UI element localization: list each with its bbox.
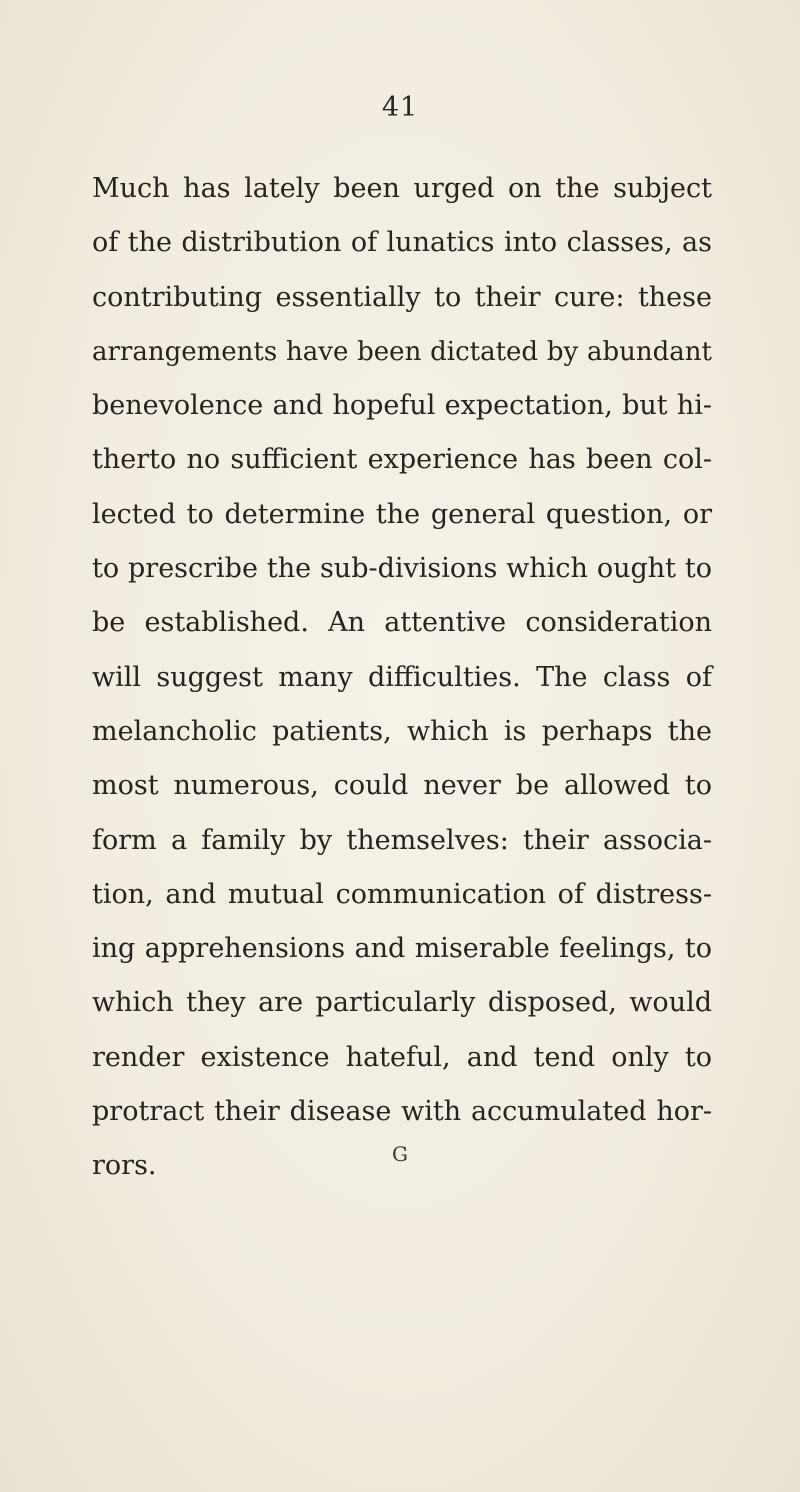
text-line: be established. An attentive consideration — [92, 607, 712, 639]
text-line: tion, and mutual communication of distress- — [92, 878, 712, 910]
text-line: arrangements have been dictated by abundant — [92, 336, 712, 367]
text-line: therto no sufficient experience has been col- — [92, 444, 712, 476]
text-line: rors. — [92, 1150, 157, 1182]
text-line: render existence hateful, and tend only to — [92, 1041, 712, 1073]
text-line: benevolence and hopeful expectation, but hi- — [92, 390, 712, 422]
text-line: which they are particularly disposed, would — [92, 987, 712, 1019]
text-line: lected to determine the general question, or — [92, 498, 712, 530]
signature-mark: G — [392, 1142, 408, 1166]
text-line: Much has lately been urged on the subject — [92, 173, 712, 204]
text-line: of the distribution of lunatics into classes, as — [92, 227, 712, 259]
text-line: ing apprehensions and miserable feelings, to — [92, 933, 712, 965]
text-line: melancholic patients, which is perhaps the — [92, 715, 712, 747]
text-line: protract their disease with accumulated hor- — [92, 1096, 712, 1128]
page-number: 41 — [381, 92, 419, 123]
text-line: will suggest many difficulties. The class of — [92, 661, 712, 693]
text-line: contributing essentially to their cure: these — [92, 281, 712, 313]
text-line: to prescribe the sub-divisions which ought to — [92, 553, 712, 585]
body-paragraph — [92, 162, 712, 1194]
text-line: form a family by themselves: their associa- — [92, 824, 712, 856]
text-line: most numerous, could never be allowed to — [92, 770, 712, 802]
